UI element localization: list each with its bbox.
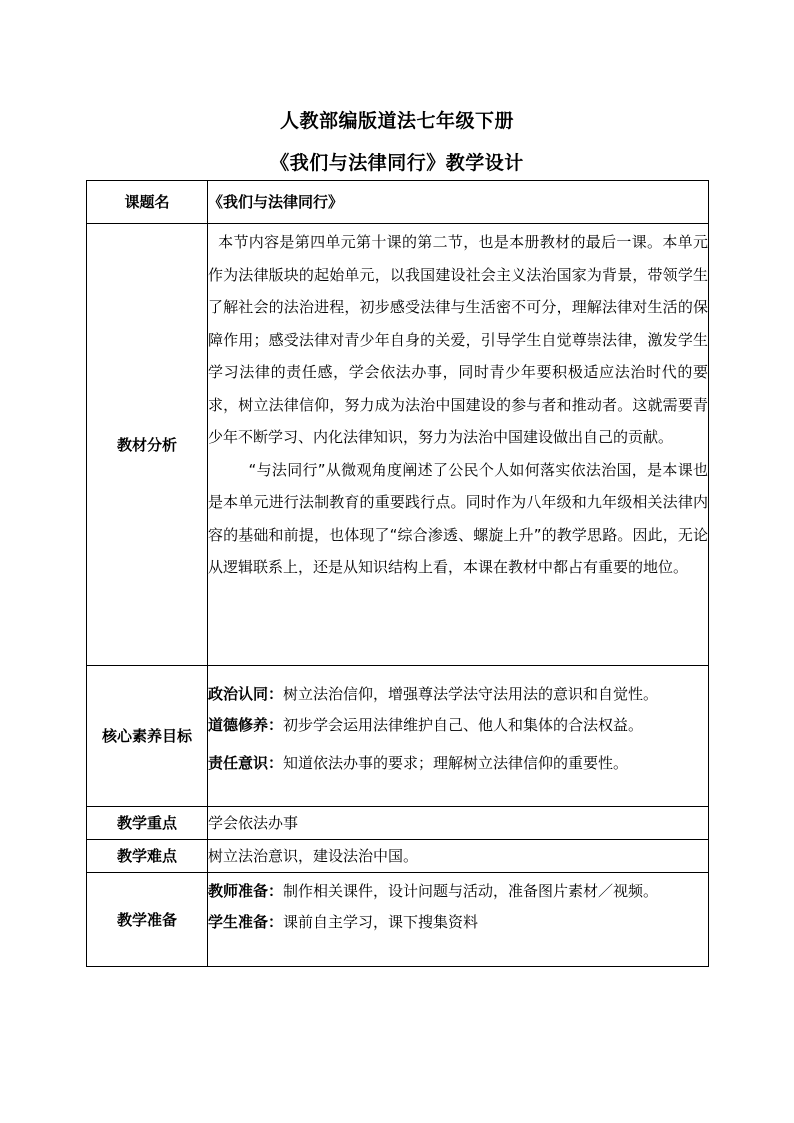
goal-item <box>208 684 708 704</box>
goal-item-text: 树立法治信仰，增强尊法学法守法用法的意识和自觉性。 <box>283 685 659 703</box>
table-row-core-goals <box>87 666 709 807</box>
value-core-goals <box>208 666 709 807</box>
value-lesson-name: 《我们与法律同行》 <box>208 181 709 224</box>
label-key-point: 教学重点 <box>87 807 208 840</box>
goal-item-text: 初步学会运用法律维护自己、他人和集体的合法权益。 <box>283 716 644 734</box>
preparation-item-key: 教师准备： <box>208 882 284 900</box>
table-row-difficulty <box>87 840 709 873</box>
document-title: 人教部编版道法七年级下册 <box>279 110 514 132</box>
value-textbook-analysis <box>208 224 709 666</box>
document-subtitle: 《我们与法律同行》教学设计 <box>270 152 524 174</box>
label-textbook-analysis: 教材分析 <box>87 224 208 666</box>
goal-item <box>208 753 708 773</box>
preparation-item <box>208 881 708 901</box>
goal-item <box>208 715 708 735</box>
preparation-item-text: 制作相关课件，设计问题与活动，准备图片素材／视频。 <box>283 882 659 900</box>
label-core-goals: 核心素养目标 <box>87 666 208 807</box>
goal-item-text: 知道依法办事的要求；理解树立法律信仰的重要性。 <box>283 754 629 772</box>
label-lesson-name: 课题名 <box>87 181 208 224</box>
label-difficulty: 教学难点 <box>87 840 208 873</box>
table-row-preparation <box>87 873 709 967</box>
analysis-paragraph-1: 本节内容是第四单元第十课的第二节，也是本册教材的最后一课。本单元作为法律版块的起始单元，以我国建设社会主义法治国家为背景，带领学生了解社会的法治进程，初步感受法律与生活密不可分，理解法律对生活的保障作用；感受法律对青少年自身的关爱，引导学生自觉尊崇法律，激发学生学习法律的责任感，学会依法办事，同时青少年要积极适应法治时代的要求，树立法律信仰，努力成为法治中国建设的参与者和推动者。这就需要青少年不断学习、内化法律知识，努力为法治中国建设做出自己的贡献。 <box>208 233 708 446</box>
goal-item-key: 道德修养： <box>208 716 284 734</box>
analysis-paragraph-2: “与法同行”从微观角度阐述了公民个人如何落实依法治国，是本课也是本单元进行法制教育的重要践行点。同时作为八年级和九年级相关法律内容的基础和前提，也体现了“综合渗透、螺旋上升”的教学思路。因此，无论从逻辑联系上，还是从知识结构上看，本课在教材中都占有重要的地位。 <box>208 460 708 576</box>
lesson-plan-table <box>86 180 709 967</box>
table-row-lesson-name <box>87 181 709 224</box>
preparation-item-key: 学生准备： <box>208 913 284 931</box>
table-row-key-point <box>87 807 709 840</box>
goal-item-key: 责任意识： <box>208 754 284 772</box>
preparation-item-text: 课前自主学习，课下搜集资料 <box>283 913 479 931</box>
label-preparation: 教学准备 <box>87 873 208 967</box>
table-row-textbook-analysis <box>87 224 709 666</box>
value-preparation <box>208 873 709 967</box>
value-difficulty: 树立法治意识，建设法治中国。 <box>208 840 709 873</box>
value-key-point: 学会依法办事 <box>208 807 709 840</box>
preparation-item <box>208 912 708 932</box>
goal-item-key: 政治认同： <box>208 685 284 703</box>
